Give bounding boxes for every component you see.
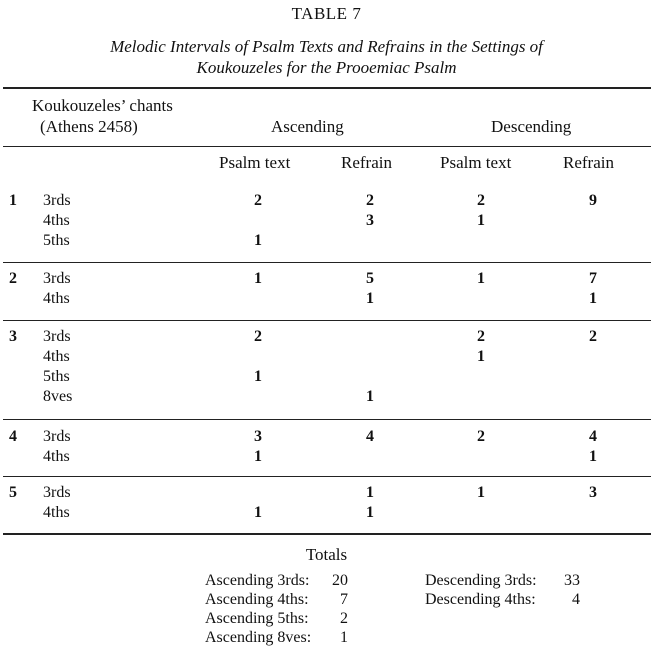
totals-heading: Totals <box>305 545 348 564</box>
header-descending: Descending <box>491 117 572 136</box>
total-ascending-label: Ascending 8ves: <box>205 629 312 646</box>
value-cell: 2 <box>366 192 374 209</box>
value-cell: 1 <box>589 290 597 307</box>
value-cell: 5 <box>366 270 374 287</box>
value-cell: 1 <box>254 448 262 465</box>
interval-label: 3rds <box>43 484 71 501</box>
value-cell: 2 <box>477 328 485 345</box>
interval-label: 3rds <box>43 270 71 287</box>
subheader-desc-refrain: Refrain <box>563 153 614 172</box>
value-cell: 3 <box>589 484 597 501</box>
interval-label: 4ths <box>43 348 70 365</box>
value-cell: 1 <box>366 388 374 405</box>
value-cell: 7 <box>589 270 597 287</box>
total-ascending-value: 7 <box>340 591 348 608</box>
interval-label: 4ths <box>43 448 70 465</box>
bottom-rule <box>3 533 651 535</box>
value-cell: 4 <box>589 428 597 445</box>
total-ascending-label: Ascending 4ths: <box>205 591 309 608</box>
value-cell: 1 <box>366 504 374 521</box>
value-cell: 2 <box>477 192 485 209</box>
total-ascending-label: Ascending 5ths: <box>205 610 309 627</box>
total-ascending-value: 20 <box>332 572 348 589</box>
total-descending-label: Descending 3rds: <box>425 572 537 589</box>
group-rule <box>3 320 651 321</box>
top-rule <box>3 87 651 89</box>
group-rule <box>3 476 651 477</box>
value-cell: 2 <box>254 192 262 209</box>
value-cell: 4 <box>366 428 374 445</box>
value-cell: 3 <box>366 212 374 229</box>
total-ascending-value: 2 <box>340 610 348 627</box>
header-chants-line-1: Koukouzeles’ chants <box>32 96 173 115</box>
group-number: 5 <box>9 484 17 501</box>
interval-label: 5ths <box>43 232 70 249</box>
group-number: 4 <box>9 428 17 445</box>
value-cell: 1 <box>477 484 485 501</box>
subheader-asc-refrain: Refrain <box>341 153 392 172</box>
total-descending-label: Descending 4ths: <box>425 591 536 608</box>
value-cell: 1 <box>254 504 262 521</box>
header-chants-line-2: (Athens 2458) <box>40 117 138 136</box>
value-cell: 1 <box>254 270 262 287</box>
group-number: 1 <box>9 192 17 209</box>
table-caption-line-2: Koukouzeles for the Prooemiac Psalm <box>196 58 457 77</box>
value-cell: 2 <box>254 328 262 345</box>
subheader-asc-psalm-text: Psalm text <box>219 153 291 172</box>
interval-label: 3rds <box>43 192 71 209</box>
value-cell: 2 <box>589 328 597 345</box>
value-cell: 1 <box>366 484 374 501</box>
group-number: 3 <box>9 328 17 345</box>
interval-label: 3rds <box>43 328 71 345</box>
total-descending-value: 4 <box>572 591 580 608</box>
group-rule <box>3 262 651 263</box>
total-descending-value: 33 <box>564 572 580 589</box>
group-rule <box>3 419 651 420</box>
value-cell: 2 <box>477 428 485 445</box>
value-cell: 1 <box>477 348 485 365</box>
value-cell: 9 <box>589 192 597 209</box>
total-ascending-value: 1 <box>340 629 348 646</box>
interval-label: 8ves <box>43 388 73 405</box>
table-title: TABLE 7 <box>291 4 362 23</box>
total-ascending-label: Ascending 3rds: <box>205 572 310 589</box>
group-number: 2 <box>9 270 17 287</box>
value-cell: 1 <box>254 368 262 385</box>
interval-label: 4ths <box>43 212 70 229</box>
value-cell: 1 <box>477 212 485 229</box>
interval-label: 4ths <box>43 290 70 307</box>
subheader-desc-psalm-text: Psalm text <box>440 153 512 172</box>
value-cell: 1 <box>254 232 262 249</box>
value-cell: 1 <box>366 290 374 307</box>
header-ascending: Ascending <box>271 117 344 136</box>
value-cell: 1 <box>589 448 597 465</box>
table-caption-line-1: Melodic Intervals of Psalm Texts and Refrains in the Settings of <box>110 37 543 56</box>
value-cell: 1 <box>477 270 485 287</box>
interval-label: 3rds <box>43 428 71 445</box>
interval-label: 4ths <box>43 504 70 521</box>
header-rule <box>3 146 651 147</box>
interval-label: 5ths <box>43 368 70 385</box>
value-cell: 3 <box>254 428 262 445</box>
